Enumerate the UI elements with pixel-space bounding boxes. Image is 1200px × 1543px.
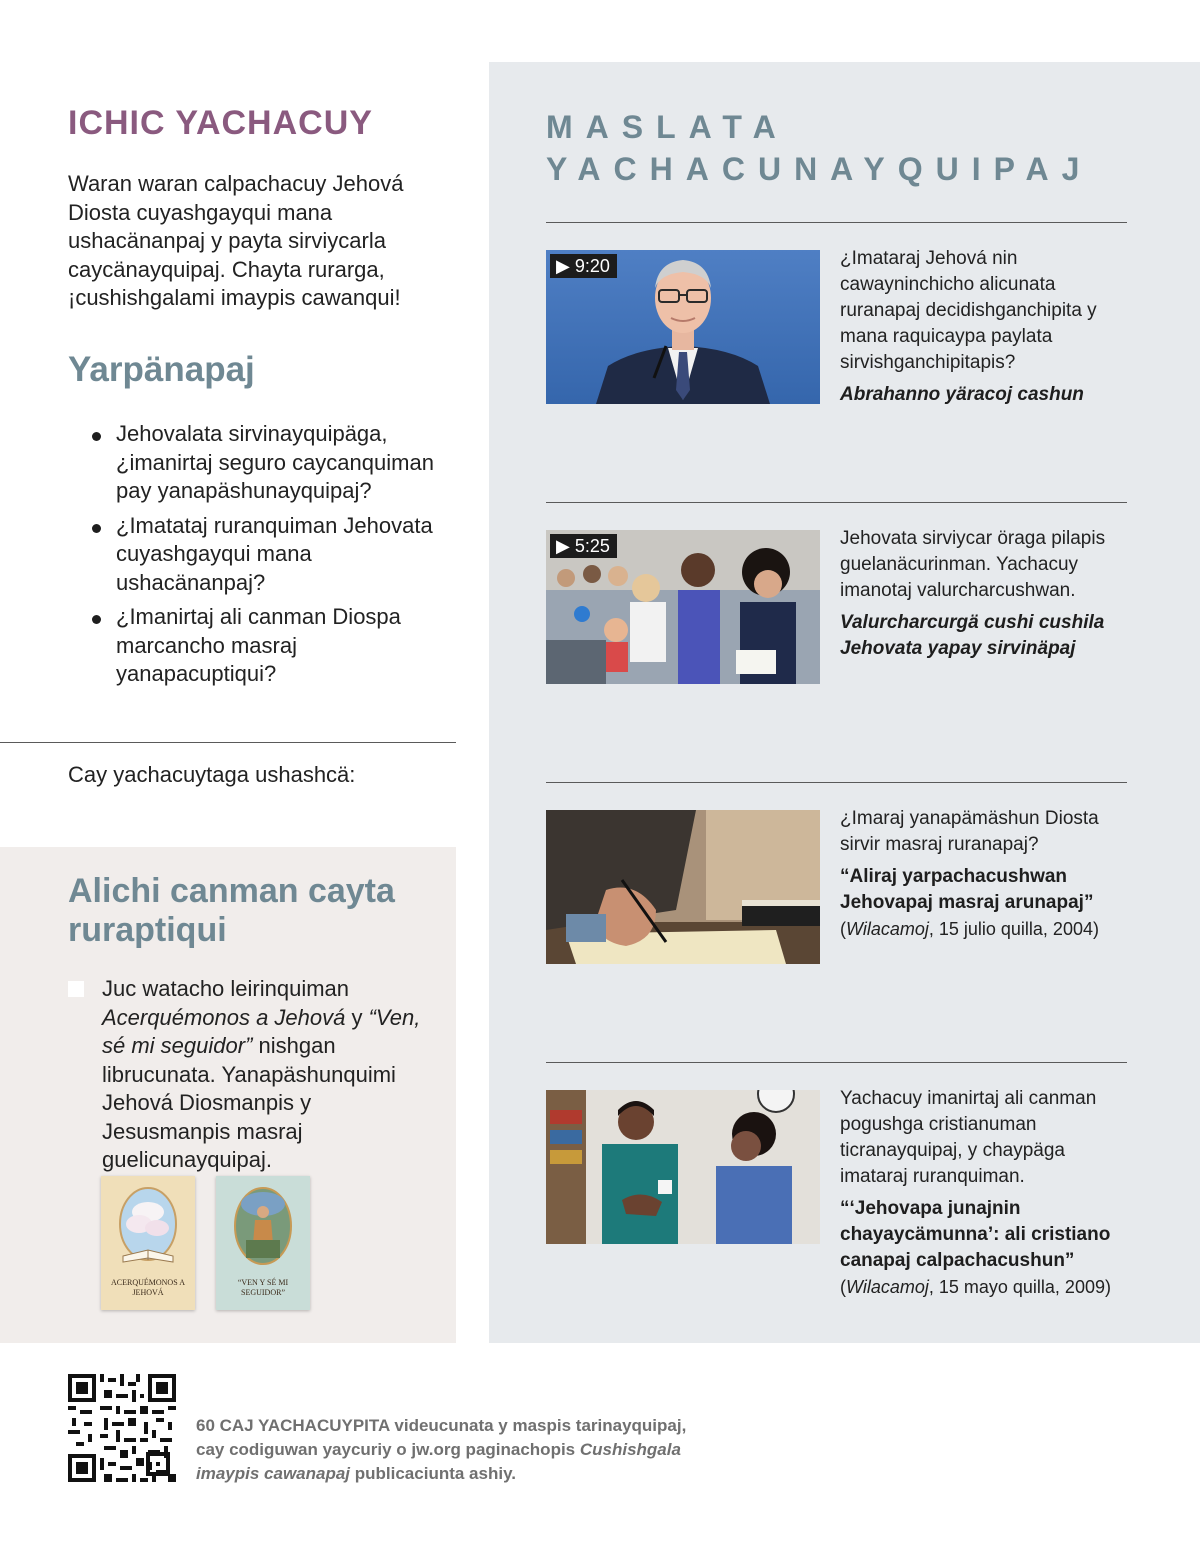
summary-heading: ICHIC YACHACUY (68, 104, 373, 142)
item-reference[interactable]: Valurcharcurgä cushi cushila Jehovata yapay sirvinäpaj (840, 612, 1105, 659)
item-source: (Wilacamoj, 15 julio quilla, 2004) (840, 919, 1099, 939)
bullet-icon (92, 615, 101, 624)
more-info-heading: MASLATA YACHACUNAYQUIPAJ (546, 109, 1093, 187)
review-list (88, 420, 460, 695)
book-cover-acerquemonos[interactable] (101, 1176, 195, 1310)
video-duration-badge: ▶ 5:25 (550, 534, 617, 558)
video-thumbnail[interactable] (546, 530, 820, 684)
try-this-text: Juc watacho leirinquiman Acerquémonos a Jehová y “Ven, sé mi seguidor” nishgan librucunata. Yanapäshunquimi Jehová Diosmanpis y Jesusmanpis masraj guelicunayquipaj. (102, 976, 421, 1172)
divider (546, 222, 1127, 223)
list-item (88, 512, 460, 598)
more-item (840, 526, 1130, 662)
video-duration-badge: ▶ 9:20 (550, 254, 617, 278)
video-thumbnail[interactable] (546, 250, 820, 404)
summary-text: Waran waran calpachacuy Jehová Diosta cuyashgayqui mana ushacänanpaj y payta sirviycarla caycänayquipaj. Chayta rurarga, ¡cushishgalami imaypis cawanqui! (68, 171, 404, 310)
writing-photo (546, 810, 820, 964)
item-question: ¿Imataraj Jehová nin cawayninchicho alicunata ruranapaj decidishganchipita y mana raquicaypa paylata sirvishganchipitapis? (840, 248, 1097, 373)
bullet-icon (92, 524, 101, 533)
qr-code-icon[interactable] (68, 1374, 176, 1482)
divider (546, 1062, 1127, 1063)
bullet-icon (92, 432, 101, 441)
completed-label: Cay yachacuytaga ushashcä: (68, 762, 356, 787)
divider (546, 782, 1127, 783)
book-cover-ven-seguidor[interactable] (216, 1176, 310, 1310)
book-cover-title: “VEN Y SÉ MI SEGUIDOR” (237, 1278, 289, 1297)
item-reference[interactable]: “‘Jehovapa junajnin chayaycämunna’: ali cristiano canapaj calpachacushun” (840, 1198, 1111, 1271)
try-this-heading: Alichi canman cayta ruraptiqui (68, 872, 395, 949)
article-image[interactable] (546, 810, 820, 964)
more-item (840, 806, 1130, 942)
divider (0, 742, 456, 743)
list-item (88, 603, 460, 689)
item-question: Jehovata sirviycar öraga pilapis guelanäcurinman. Yachacuy imanotaj valurcharcushwan. (840, 528, 1106, 601)
item-question: Yachacuy imanirtaj ali canman pogushga cristianuman ticranayquipaj, y chaypäga imataraj ruranquiman. (840, 1088, 1097, 1187)
review-heading: Yarpänapaj (68, 350, 255, 389)
review-question: ¿Imatataj ruranquiman Jehovata cuyashgayqui mana ushacänanpaj? (116, 512, 433, 595)
item-reference[interactable]: “Aliraj yarpachacushwan Jehovapaj masraj arunapaj” (840, 866, 1094, 913)
article-image[interactable] (546, 1090, 820, 1244)
task-checkbox[interactable] (68, 981, 84, 997)
footer-text: 60 CAJ YACHACUYPITA videucunata y maspis tarinayquipaj, cay codiguwan yaycuriy o jw.org paginachopis Cushishgala imaypis cawanapaj publicaciunta ashiy. (196, 1416, 687, 1483)
divider (546, 502, 1127, 503)
item-question: ¿Imaraj yanapämäshun Diosta sirvir masraj ruranapaj? (840, 808, 1099, 855)
more-item (840, 1086, 1130, 1300)
book-cover-title: ACERQUÉMONOS A JEHOVÁ (110, 1278, 185, 1297)
review-question: Jehovalata sirvinayquipäga, ¿imanirtaj seguro caycanquiman pay yanapäshunayquipaj? (116, 421, 434, 503)
nurses-photo (546, 1090, 820, 1244)
item-source: (Wilacamoj, 15 mayo quilla, 2009) (840, 1277, 1111, 1297)
review-question: ¿Imanirtaj ali canman Diospa marcancho masraj yanapacuptiqui? (116, 604, 401, 686)
item-reference[interactable]: Abrahanno yäracoj cashun (840, 384, 1084, 405)
book-title-1: Acerquémonos a Jehová (102, 1004, 346, 1030)
more-item (840, 246, 1130, 408)
book-title-2: “Ven, sé mi seguidor” (102, 1004, 421, 1058)
list-item (88, 420, 460, 506)
publication-title[interactable]: Cushishgala imaypis cawanapaj (196, 1440, 681, 1483)
